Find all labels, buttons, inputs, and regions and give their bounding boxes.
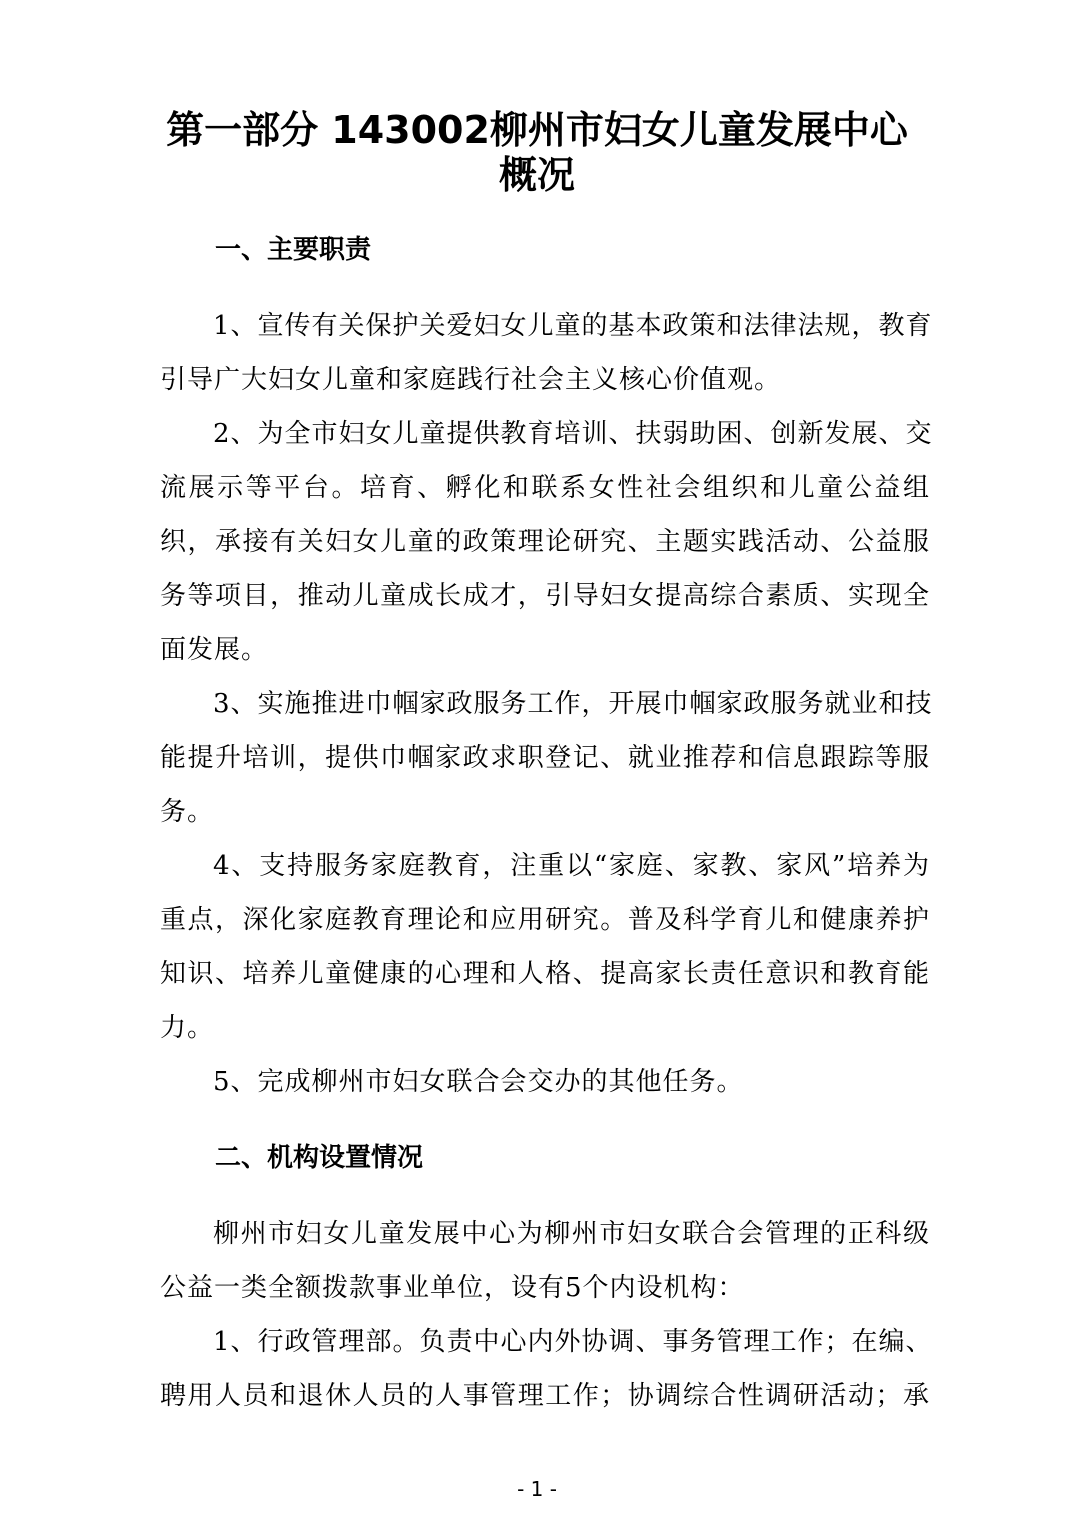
paragraph-line: 重点，深化家庭教育理论和应用研究。普及科学育儿和健康养护 [160, 905, 930, 935]
page-title-line-2: 概况 [498, 153, 575, 197]
section-heading-main-duties: 一、主要职责 [215, 235, 372, 265]
paragraph-line: 公益一类全额拨款事业单位，设有5个内设机构： [160, 1273, 745, 1303]
page-title-line-1: 第一部分 143002柳州市妇女儿童发展中心 [166, 108, 908, 152]
paragraph-line: 流展示等平台。培育、孵化和联系女性社会组织和儿童公益组 [160, 473, 930, 503]
paragraph-line: 2、为全市妇女儿童提供教育培训、扶弱助困、创新发展、交 [213, 419, 933, 449]
paragraph-line: 柳州市妇女儿童发展中心为柳州市妇女联合会管理的正科级 [213, 1219, 930, 1249]
paragraph-line: 1、宣传有关保护关爱妇女儿童的基本政策和法律法规，教育 [213, 311, 933, 341]
paragraph-line: 知识、培养儿童健康的心理和人格、提高家长责任意识和教育能 [160, 959, 930, 989]
paragraph-line: 引导广大妇女儿童和家庭践行社会主义核心价值观。 [160, 365, 782, 395]
paragraph-line: 织，承接有关妇女儿童的政策理论研究、主题实践活动、公益服 [160, 527, 930, 557]
paragraph-line: 能提升培训，提供巾帼家政求职登记、就业推荐和信息跟踪等服 [160, 743, 930, 773]
paragraph-line: 5、完成柳州市妇女联合会交办的其他任务。 [213, 1067, 744, 1097]
section-heading-organization: 二、机构设置情况 [215, 1143, 424, 1173]
paragraph-line: 1、行政管理部。负责中心内外协调、事务管理工作；在编、 [213, 1327, 933, 1357]
paragraph-line: 3、实施推进巾帼家政服务工作，开展巾帼家政服务就业和技 [213, 689, 933, 719]
paragraph-line: 4、支持服务家庭教育，注重以“家庭、家教、家风”培养为 [213, 851, 930, 881]
paragraph-line: 聘用人员和退休人员的人事管理工作；协调综合性调研活动；承 [160, 1381, 930, 1411]
paragraph-line: 务等项目，推动儿童成长成才，引导妇女提高综合素质、实现全 [160, 581, 930, 611]
paragraph-line: 面发展。 [160, 635, 269, 665]
paragraph-line: 力。 [160, 1013, 215, 1043]
page-number: - 1 - [517, 1477, 557, 1501]
paragraph-line: 务。 [160, 797, 215, 827]
